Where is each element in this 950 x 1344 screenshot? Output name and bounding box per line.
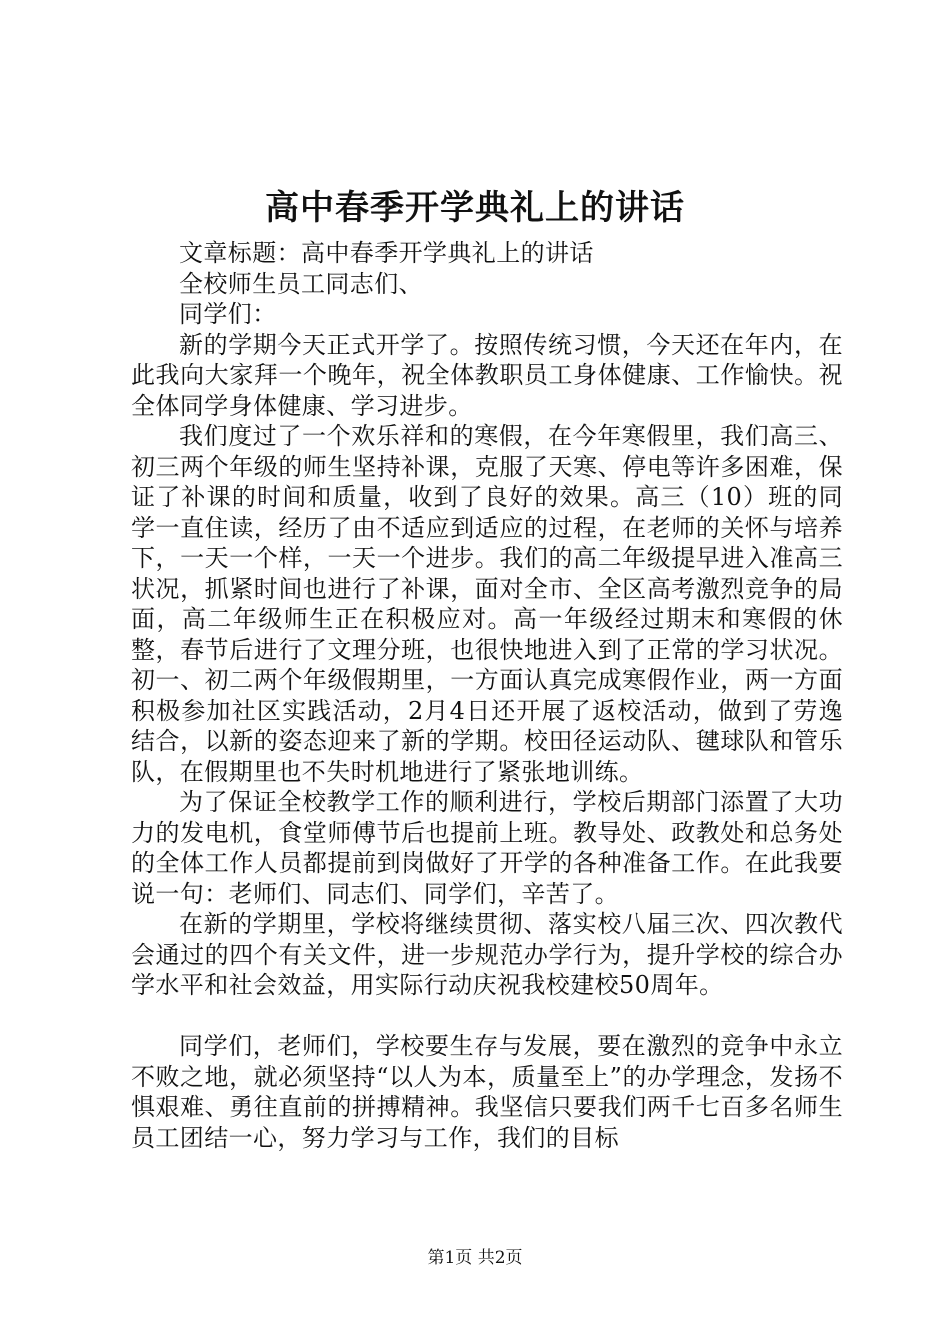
paragraph-preparations: 为了保证全校教学工作的顺利进行，学校后期部门添置了大功力的发电机，食堂师傅节后也提前上班。教导处、政教处和总务处的全体工作人员都提前到岗做好了开学的各种准备工作。在此我要说一句：老师们、同志们、同学们，辛苦了。 xyxy=(131,788,843,908)
page-footer: 第1页 共2页 xyxy=(427,1248,523,1268)
document-title: 高中春季开学典礼上的讲话 xyxy=(265,188,685,228)
paragraph-closing: 同学们，老师们，学校要生存与发展，要在激烈的竞争中永立不败之地，就必须坚持“以人为本，质量至上”的办学理念，发扬不惧艰难、勇往直前的拼搏精神。我坚信只要我们两千七百多名师生员工团结一心，努力学习与工作，我们的目标 xyxy=(131,1032,843,1152)
paragraph-new-term-plans: 在新的学期里，学校将继续贯彻、落实校八届三次、四次教代会通过的四个有关文件，进一步规范办学行为，提升学校的综合办学水平和社会效益，用实际行动庆祝我校建校50周年。 xyxy=(131,910,843,999)
article-title-line: 文章标题：高中春季开学典礼上的讲话 xyxy=(179,239,594,267)
salutation-staff: 全校师生员工同志们、 xyxy=(179,269,423,298)
document-body xyxy=(131,238,843,1153)
paragraph-winter-break: 我们度过了一个欢乐祥和的寒假，在今年寒假里，我们高三、初三两个年级的师生坚持补课，克服了天寒、停电等许多困难，保证了补课的时间和质量，收到了良好的效果。高三（10）班的同学一直住读，经历了由不适应到适应的过程，在老师的关怀与培养下，一天一个样，一天一个进步。我们的高二年级提早进入准高三状况，抓紧时间也进行了补课，面对全市、全区高考激烈竞争的局面，高二年级师生正在积极应对。高一年级经过期末和寒假的休整，春节后进行了文理分班，也很快地进入到了正常的学习状况。初一、初二两个年级假期里，一方面认真完成寒假作业，两一方面积极参加社区实践活动，2月4日还开展了返校活动，做到了劳逸结合，以新的姿态迎来了新的学期。校田径运动队、毽球队和管乐队，在假期里也不失时机地进行了紧张地训练。 xyxy=(131,422,843,786)
paragraph-new-semester: 新的学期今天正式开学了。按照传统习惯，今天还在年内，在此我向大家拜一个晚年，祝全体教职员工身体健康、工作愉快。祝全体同学身体健康、学习进步。 xyxy=(131,330,843,420)
salutation-students: 同学们： xyxy=(179,300,277,328)
